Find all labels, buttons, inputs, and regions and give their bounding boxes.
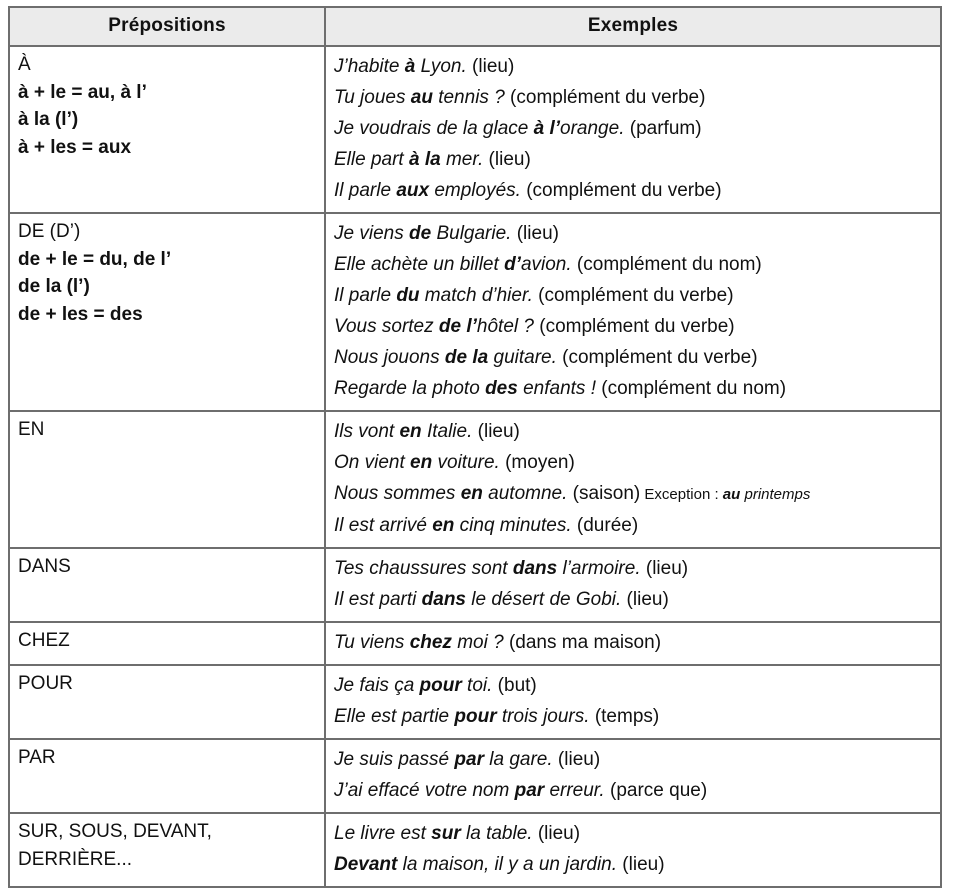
table-row [9, 622, 941, 665]
example-text-before: Elle part [334, 149, 409, 170]
example-text-before: On vient [334, 452, 411, 473]
example-gloss: (saison) [567, 483, 641, 504]
example-gloss: (complément du verbe) [504, 87, 706, 108]
table-row [9, 548, 941, 622]
example-gloss: (lieu) [532, 823, 581, 844]
table-row [9, 213, 941, 411]
example-text-before: Je fais ça [334, 675, 420, 696]
example-gloss: (lieu) [617, 854, 665, 875]
preposition-cell [9, 665, 325, 739]
example-keyword: en [432, 515, 455, 536]
examples-cell [325, 622, 941, 665]
example-text-after: match d’hier. [419, 285, 533, 306]
example-text-after: la maison, il y a un jardin. [397, 854, 618, 875]
example-text-before: Elle achète un billet [334, 254, 505, 275]
example-sentence [334, 744, 934, 775]
example-sentence [334, 175, 934, 206]
example-sentence [334, 670, 934, 701]
examples-cell [325, 813, 941, 887]
example-keyword: des [485, 378, 518, 399]
example-gloss: (lieu) [621, 589, 669, 610]
table-row [9, 411, 941, 548]
example-text-before: Nous jouons [334, 347, 445, 368]
example-text-after: orange. [560, 118, 625, 139]
preposition-contraction: de la (l’) [18, 276, 90, 297]
example-keyword: à la [408, 149, 441, 170]
example-gloss: (complément du verbe) [533, 316, 735, 337]
example-keyword: par [514, 780, 545, 801]
example-sentence [334, 849, 934, 880]
example-gloss: (dans ma maison) [503, 632, 662, 653]
example-text-after: cinq minutes. [454, 515, 572, 536]
example-sentence [334, 775, 934, 806]
table-row [9, 813, 941, 887]
example-sentence [334, 113, 934, 144]
example-text-after: tennis ? [432, 87, 505, 108]
example-sentence [334, 51, 934, 82]
example-text-after: la table. [460, 823, 533, 844]
examples-cell [325, 739, 941, 813]
preposition-name: À [18, 54, 31, 75]
example-text-after: voiture. [432, 452, 500, 473]
example-sentence [334, 218, 934, 249]
example-text-before: Tes chaussures sont [334, 558, 513, 579]
preposition-name: PAR [18, 747, 56, 768]
example-text-after: mer. [440, 149, 484, 170]
example-text-after: erreur. [544, 780, 605, 801]
table-header [9, 7, 941, 46]
example-sentence [334, 701, 934, 732]
example-text-after: Italie. [421, 421, 473, 442]
example-text-before: Il est arrivé [334, 515, 433, 536]
preposition-name: DERRIÈRE... [18, 848, 133, 870]
example-text-before: Il parle [334, 180, 397, 201]
example-text-after: avion. [520, 254, 572, 275]
example-text-before: Le livre est [334, 823, 432, 844]
exception-keyword: au [722, 486, 741, 503]
preposition-contraction: à la (l’) [18, 109, 79, 130]
example-text-after: enfants ! [517, 378, 596, 399]
example-gloss: (complément du verbe) [520, 180, 722, 201]
preposition-name: DE (D’) [18, 221, 81, 242]
table-row [9, 739, 941, 813]
prepositions-table [8, 6, 942, 888]
example-keyword: en [460, 483, 483, 504]
example-sentence [334, 510, 934, 541]
example-gloss: (moyen) [499, 452, 575, 473]
example-keyword: par [454, 749, 484, 770]
example-sentence [334, 249, 934, 280]
example-sentence [334, 447, 934, 478]
example-keyword: à [404, 56, 416, 77]
preposition-cell [9, 739, 325, 813]
example-text-after: Lyon. [415, 56, 467, 77]
examples-cell [325, 46, 941, 213]
example-gloss: (complément du verbe) [556, 347, 758, 368]
example-gloss: (lieu) [640, 558, 689, 579]
example-gloss: (lieu) [472, 421, 520, 442]
preposition-cell [9, 46, 325, 213]
example-text-before: Tu viens [334, 632, 410, 653]
example-text-after: l’armoire. [557, 558, 641, 579]
example-text-after: hôtel ? [476, 316, 534, 337]
preposition-cell [9, 622, 325, 665]
example-text-before: J’ai effacé votre nom [334, 780, 515, 801]
preposition-cell [9, 411, 325, 548]
example-gloss: (complément du nom) [571, 254, 762, 275]
example-text-before: Il est parti [334, 589, 422, 610]
example-text-before: Nous sommes [334, 483, 461, 504]
example-keyword: pour [454, 706, 497, 727]
example-text-before: Regarde la photo [334, 378, 486, 399]
example-text-after: trois jours. [496, 706, 590, 727]
example-gloss: (lieu) [552, 749, 601, 770]
example-text-after: guitare. [488, 347, 557, 368]
example-keyword: en [399, 421, 422, 442]
example-text-after: le désert de Gobi. [466, 589, 622, 610]
preposition-name: DANS [18, 556, 71, 577]
example-keyword: de la [444, 347, 489, 368]
preposition-contraction: à + le = au, à l’ [18, 81, 147, 103]
example-keyword: à l’ [533, 118, 561, 139]
preposition-contraction: à + les = aux [18, 136, 132, 158]
examples-cell [325, 213, 941, 411]
example-keyword: au [410, 87, 433, 108]
preposition-name: POUR [18, 673, 73, 694]
example-sentence [334, 311, 934, 342]
example-text-before: Elle est partie [334, 706, 455, 727]
example-keyword: dans [421, 589, 467, 610]
table-header-row [9, 7, 941, 46]
example-text-after: moi ? [451, 632, 504, 653]
example-keyword: sur [431, 823, 461, 844]
example-keyword: dans [512, 558, 558, 579]
example-gloss: (complément du nom) [595, 378, 787, 399]
example-text-before: Il parle [334, 285, 397, 306]
table-body [9, 46, 941, 887]
exception-label: Exception : [640, 486, 723, 503]
example-sentence [334, 342, 934, 373]
preposition-name: CHEZ [18, 630, 70, 651]
example-gloss: (complément du verbe) [532, 285, 734, 306]
example-sentence [334, 553, 934, 584]
example-text-after: toi. [461, 675, 493, 696]
example-text-after: automne. [482, 483, 568, 504]
preposition-name: EN [18, 419, 45, 440]
example-keyword: d’ [504, 254, 521, 275]
preposition-cell [9, 213, 325, 411]
example-text-after: la gare. [483, 749, 553, 770]
example-gloss: (but) [492, 675, 537, 696]
example-gloss: (lieu) [511, 223, 559, 244]
example-sentence [334, 584, 934, 615]
example-text-before: J’habite [334, 56, 405, 77]
examples-cell [325, 411, 941, 548]
exception-text: printemps [740, 486, 811, 503]
examples-cell [325, 665, 941, 739]
preposition-cell [9, 813, 325, 887]
example-sentence [334, 818, 934, 849]
example-text-after: employés. [429, 180, 521, 201]
example-exception-note [640, 486, 810, 503]
example-sentence [334, 373, 934, 404]
table-row [9, 46, 941, 213]
example-gloss: (durée) [571, 515, 639, 536]
table-row [9, 665, 941, 739]
example-keyword: de l’ [438, 316, 477, 337]
preposition-contraction: de + les = des [18, 303, 143, 325]
example-sentence [334, 82, 934, 113]
example-sentence [334, 144, 934, 175]
example-gloss: (lieu) [483, 149, 531, 170]
example-sentence [334, 478, 934, 510]
preposition-contraction: de + le = du, de l’ [18, 248, 172, 270]
column-header-prepositions: Prépositions [9, 7, 325, 46]
example-keyword: chez [409, 632, 452, 653]
examples-cell [325, 548, 941, 622]
example-gloss: (parce que) [604, 780, 708, 801]
example-keyword: pour [419, 675, 462, 696]
prepositions-table-container [8, 6, 940, 875]
example-gloss: (temps) [589, 706, 660, 727]
example-sentence [334, 416, 934, 447]
example-gloss: (lieu) [466, 56, 515, 77]
example-text-before: Je viens [334, 223, 409, 244]
example-gloss: (parfum) [624, 118, 702, 139]
preposition-name: SUR, SOUS, DEVANT, [18, 821, 212, 842]
example-sentence [334, 627, 934, 658]
example-text-before: Je suis passé [334, 749, 455, 770]
example-text-before: Ils vont [334, 421, 400, 442]
example-keyword: de [408, 223, 432, 244]
example-sentence [334, 280, 934, 311]
example-keyword: du [396, 285, 420, 306]
column-header-examples: Exemples [325, 7, 941, 46]
example-text-after: Bulgarie. [431, 223, 512, 244]
example-text-before: Tu joues [334, 87, 411, 108]
example-text-before: Je voudrais de la glace [334, 118, 534, 139]
example-keyword: en [410, 452, 433, 473]
example-keyword: aux [396, 180, 430, 201]
preposition-cell [9, 548, 325, 622]
example-keyword: Devant [334, 854, 398, 875]
example-text-before: Vous sortez [334, 316, 439, 337]
